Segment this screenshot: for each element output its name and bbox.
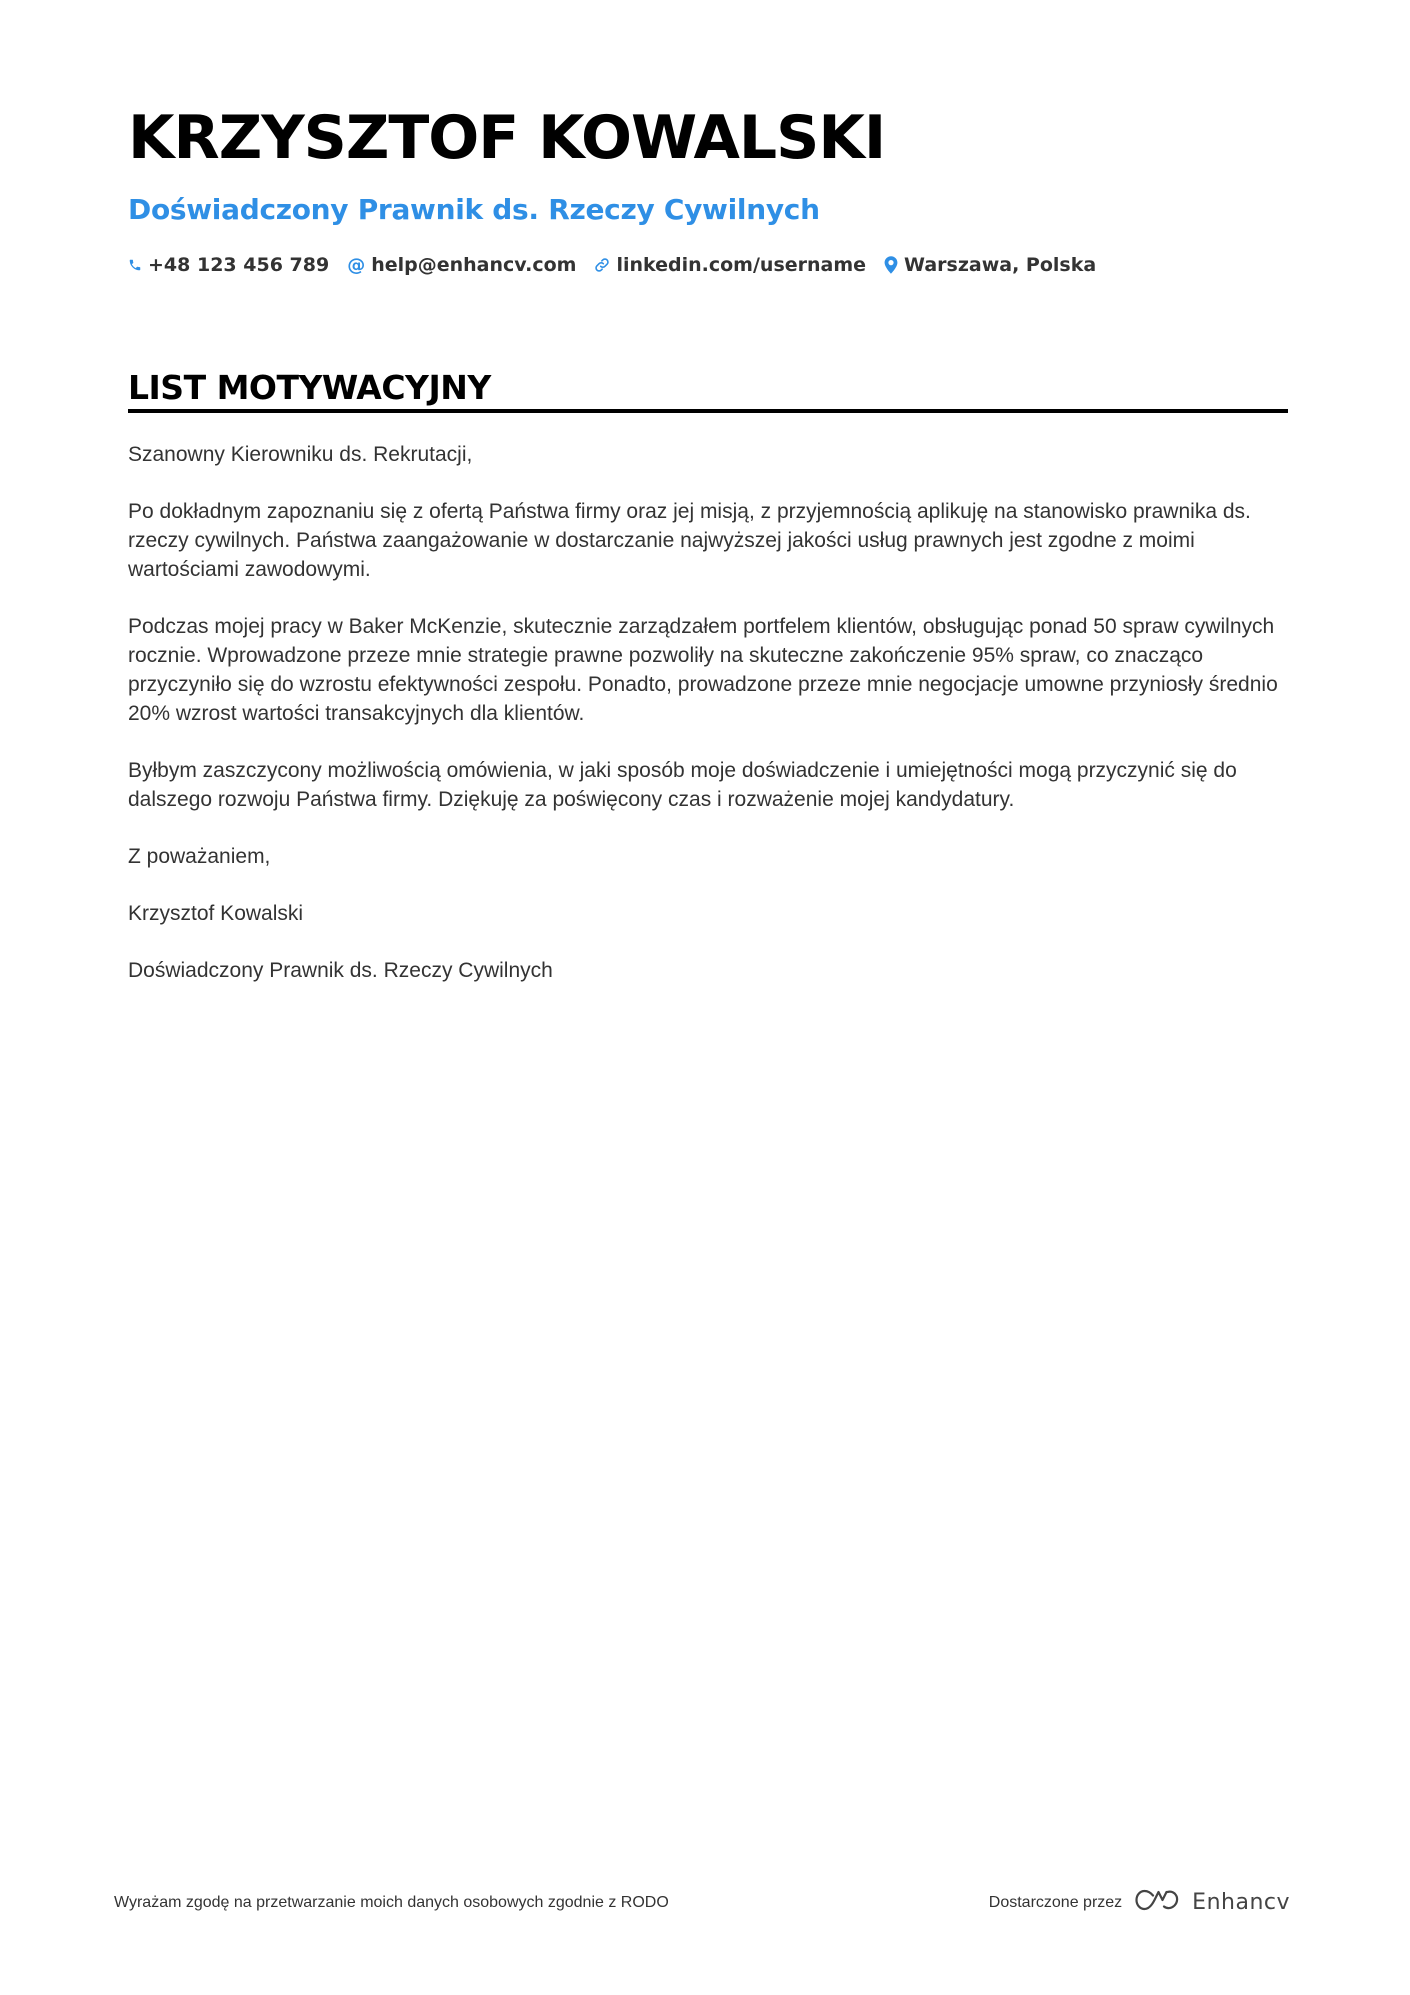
- letter-greeting: Szanowny Kierowniku ds. Rekrutacji,: [128, 443, 473, 466]
- candidate-title: Doświadczony Prawnik ds. Rzeczy Cywilnych: [128, 193, 820, 226]
- brand-name: Enhancv: [1192, 1890, 1290, 1915]
- powered-by-label: Dostarczone przez: [988, 1893, 1123, 1911]
- letter-paragraph: Po dokładnym zapoznaniu się z ofertą Państwa firmy oraz jej misją, z przyjemnością aplikuję na stanowisko prawnika ds. rzeczy cywilnych. Państwa zaangażowanie w dostarczanie najwyższej jakości usług prawnych jest zgodne z moimi wartościami zawodowymi.: [128, 500, 1251, 581]
- signature-name: Krzysztof Kowalski: [128, 902, 304, 925]
- powered-by[interactable]: [989, 1888, 1290, 1917]
- gdpr-consent: Wyrażam zgodę na przetwarzanie moich danych osobowych zgodnie z RODO: [114, 1894, 669, 1911]
- contact-phone[interactable]: [128, 254, 329, 276]
- at-icon: @: [347, 254, 366, 276]
- letter-paragraph: Byłbym zaszczycony możliwością omówienia, w jaki sposób moje doświadczenie i umiejętności mogą przyczynić się do dalszego rozwoju Państwa firmy. Dziękuję za poświęcony czas i rozważenie mojej kandydatury.: [128, 759, 1237, 811]
- contact-linkedin-text: linkedin.com/username: [616, 254, 867, 276]
- link-icon: [594, 257, 610, 273]
- phone-icon: [128, 257, 142, 273]
- contact-location: [884, 254, 1096, 276]
- location-pin-icon: [884, 256, 898, 274]
- letter-paragraph: Podczas mojej pracy w Baker McKenzie, skutecznie zarządzałem portfelem klientów, obsługując ponad 50 spraw cywilnych rocznie. Wprowadzone przeze mnie strategie prawne pozwoliły na skuteczne zakończenie 95% spraw, co znacząco przyczyniło się do wzrostu efektywności zespołu. Ponadto, prowadzone przeze mnie negocjacje umowne przyniosły średnio 20% wzrost wartości transakcyjnych dla klientów.: [128, 615, 1278, 725]
- enhancv-logo-icon: [1134, 1888, 1180, 1917]
- section-title: LIST MOTYWACYJNY: [128, 368, 491, 407]
- contact-email-text: help@enhancv.com: [371, 254, 577, 276]
- contact-location-text: Warszawa, Polska: [904, 254, 1097, 276]
- letter-body: [128, 440, 1293, 1013]
- signature-title: Doświadczony Prawnik ds. Rzeczy Cywilnych: [128, 959, 553, 982]
- contact-bar: [128, 254, 1096, 276]
- candidate-name: KRZYSZTOF KOWALSKI: [128, 103, 886, 173]
- letter-closing: Z poważaniem,: [128, 845, 271, 868]
- section-divider: [128, 409, 1288, 413]
- contact-email[interactable]: [347, 254, 576, 276]
- contact-linkedin[interactable]: [594, 254, 866, 276]
- contact-phone-text: +48 123 456 789: [148, 254, 330, 276]
